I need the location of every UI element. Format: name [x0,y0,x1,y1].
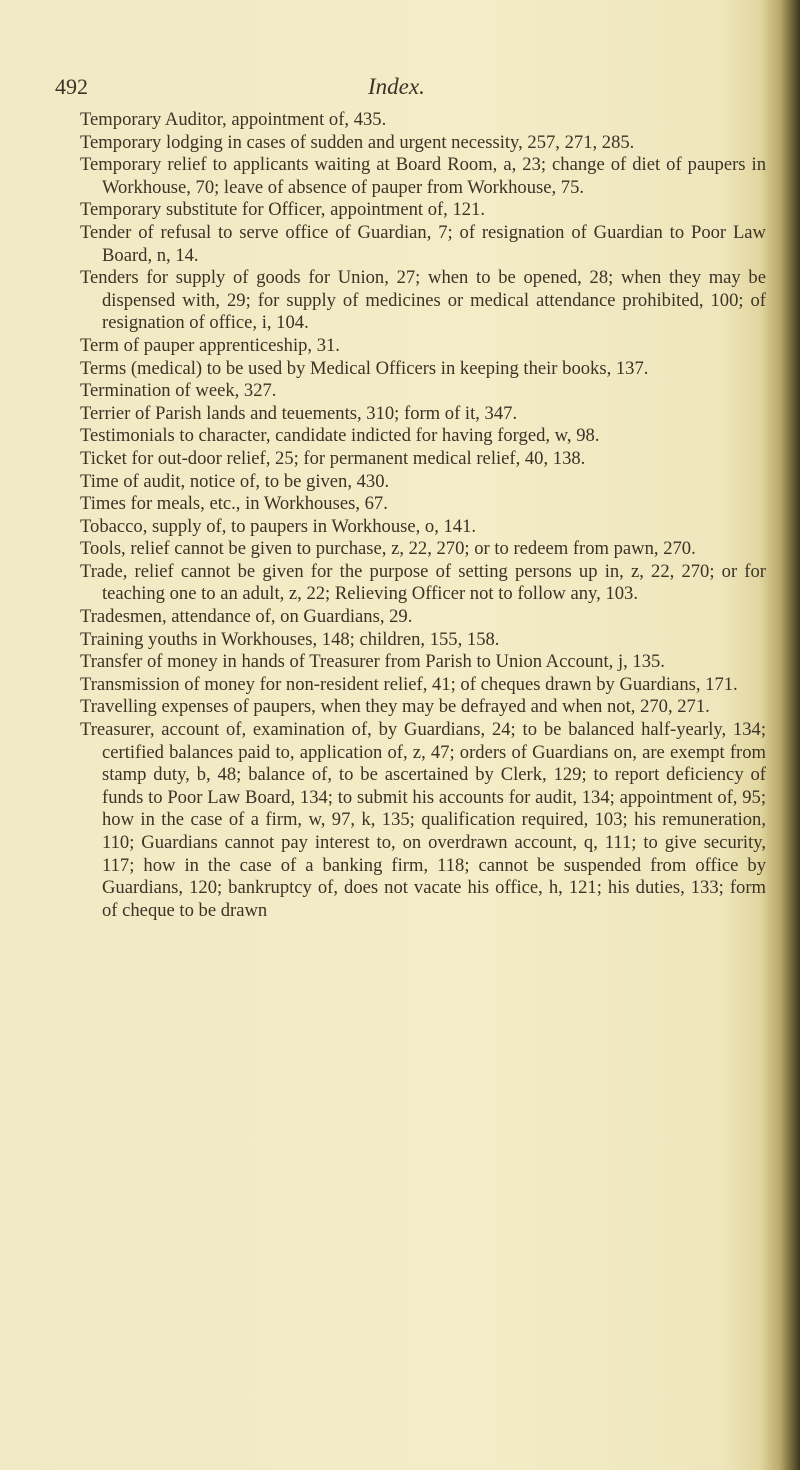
index-entry: Term of pauper apprenticeship, 31. [80,334,340,356]
index-entry: Temporary Auditor, appointment of, 435. [80,109,387,130]
index-entry: Temporary relief to applicants waiting at Board Room, a, 23; change of diet of paupers in Workhouse, 70; leave of absence of pauper from Workhouse, 75. [80,154,766,198]
index-entry: Terms (medical) to be used by Medical Officers in keeping their books, 137. [80,357,649,379]
index-entry: Times for meals, etc., in Workhouses, 67. [80,493,388,515]
index-entry: Training youths in Workhouses, 148; children, 155, 158. [80,628,500,650]
index-entry: Tobacco, supply of, to paupers in Workhouse, o, 141. [80,515,477,537]
index-entry: Transmission of money for non-resident relief, 41; of cheques drawn by Guardians, 171. [80,673,738,695]
index-entry: Terrier of Parish lands and teuements, 310; form of it, 347. [80,402,518,424]
index-entry: Temporary lodging in cases of sudden and urgent necessity, 257, 271, 285. [80,131,635,153]
page-number: 492 [55,74,88,99]
page-title: Index. [368,74,425,99]
index-entry: Time of audit, notice of, to be given, 430. [80,470,390,492]
index-entry: Termination of week, 327. [80,380,277,402]
index-entry: Transfer of money in hands of Treasurer from Parish to Union Account, j, 135. [80,651,665,673]
index-entry: Trade, relief cannot be given for the purpose of setting persons up in, z, 22, 270; or for teaching one to an adult, z, 22; Relieving Officer not to follow any, 103. [80,560,766,605]
index-entries [80,109,766,922]
index-entry: Ticket for out-door relief, 25; for permanent medical relief, 40, 138. [80,447,586,469]
index-entry: Tender of refusal to serve office of Guardian, 7; of resignation of Guardian to Poor Law Board, n, 14. [80,221,766,266]
index-entry: Testimonials to character, candidate indicted for having forged, w, 98. [80,425,600,447]
index-entry: Tradesmen, attendance of, on Guardians, 29. [80,606,413,628]
index-entry: Temporary substitute for Officer, appointment of, 121. [80,199,486,221]
index-entry: Tenders for supply of goods for Union, 27; when to be opened, 28; when they may be dispensed with, 29; for supply of medicines or medical attendance prohibited, 100; of resignation of office, i, 104. [80,267,766,334]
index-entry: Tools, relief cannot be given to purchase, z, 22, 270; or to redeem from pawn, 270. [80,538,696,560]
index-entry: Treasurer, account of, examination of, by Guardians, 24; to be balanced half-yearly, 134; certified balances paid to, application of, z, 47; orders of Guardians on, are exempt from stamp duty, b, 48; balance of, to be ascertained by Clerk, 129; to report deficiency of funds to Poor Law Board, 134; to submit his accounts for audit, 134; appointment of, 95; how in the case of a firm, w, 97, k, 135; qualification required, 103; his remuneration, 110; Guardians cannot pay interest to, on overdrawn account, q, 111; to give security, 117; how in the case of a banking firm, 118; cannot be suspended from office by Guardians, 120; bankruptcy of, does not vacate his office, h, 121; his duties, 133; form of cheque to be drawn [80,719,766,921]
index-entry: Travelling expenses of paupers, when they may be defrayed and when not, 270, 271. [80,696,710,718]
